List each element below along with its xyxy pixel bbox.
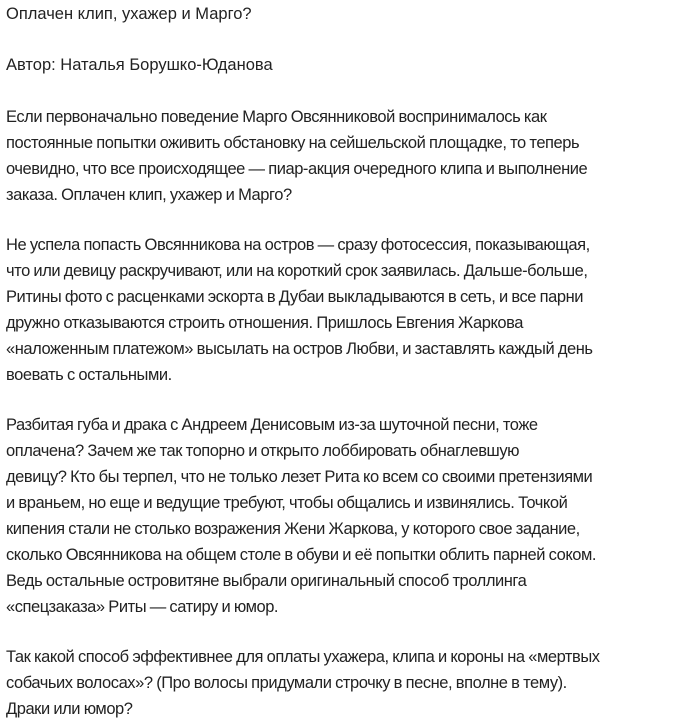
paragraph-line: что или девицу раскручивают, или на короткий срок заявилась. Дальше-больше, (6, 262, 588, 280)
article-author: Автор: Наталья Борушко-Юданова (6, 56, 273, 74)
paragraph-line: воевать с остальными. (6, 366, 172, 384)
paragraph-line: «спецзаказа» Риты — сатиру и юмор. (6, 598, 279, 616)
paragraph-line: Если первоначально поведение Марго Овсянниковой воспринималось как (6, 108, 547, 126)
paragraph-line: кипения стали не столько возражения Жени Жаркова, у которого свое задание, (6, 520, 580, 538)
paragraph-line: Не успела попасть Овсянникова на остров — сразу фотосессия, показывающая, (6, 236, 590, 254)
paragraph-4 (6, 644, 691, 722)
paragraph-line: и враньем, но еще и ведущие требуют, чтобы общались и извинялись. Точкой (6, 494, 568, 512)
paragraph-1 (6, 104, 691, 208)
paragraph-line: дружно отказываются строить отношения. Пришлось Евгения Жаркова (6, 314, 523, 332)
paragraph-line: девицу? Кто бы терпел, что не только лезет Рита ко всем со своими претензиями (6, 468, 593, 486)
paragraph-line: собачьих волосах»? (Про волосы придумали строчку в песне, вполне в тему). (6, 674, 567, 692)
article-title: Оплачен клип, ухажер и Марго? (6, 5, 252, 23)
paragraph-line: Так какой способ эффективнее для оплаты ухажера, клипа и короны на «мертвых (6, 648, 600, 666)
paragraph-line: сколько Овсянникова на общем столе в обуви и её попытки облить парней соком. (6, 546, 597, 564)
paragraph-line: Ведь остальные островитяне выбрали оригинальный способ троллинга (6, 572, 527, 590)
paragraph-line: очевидно, что все происходящее — пиар-акция очередного клипа и выполнение (6, 160, 588, 178)
paragraph-line: оплачена? Зачем же так топорно и открыто лоббировать обнаглевшую (6, 442, 520, 460)
paragraph-line: Ритины фото с расценками эскорта в Дубаи выкладываются в сеть, и все парни (6, 288, 584, 306)
paragraph-line: Разбитая губа и драка с Андреем Денисовым из-за шуточной песни, тоже (6, 416, 538, 434)
paragraph-line: «наложенным платежом» высылать на остров Любви, и заставлять каждый день (6, 340, 593, 358)
paragraph-line: постоянные попытки оживить обстановку на сейшельской площадке, то теперь (6, 134, 580, 152)
paragraph-3 (6, 412, 691, 620)
paragraph-2 (6, 232, 691, 388)
paragraph-line: Драки или юмор? (6, 700, 133, 718)
paragraph-line: заказа. Оплачен клип, ухажер и Марго? (6, 186, 292, 204)
